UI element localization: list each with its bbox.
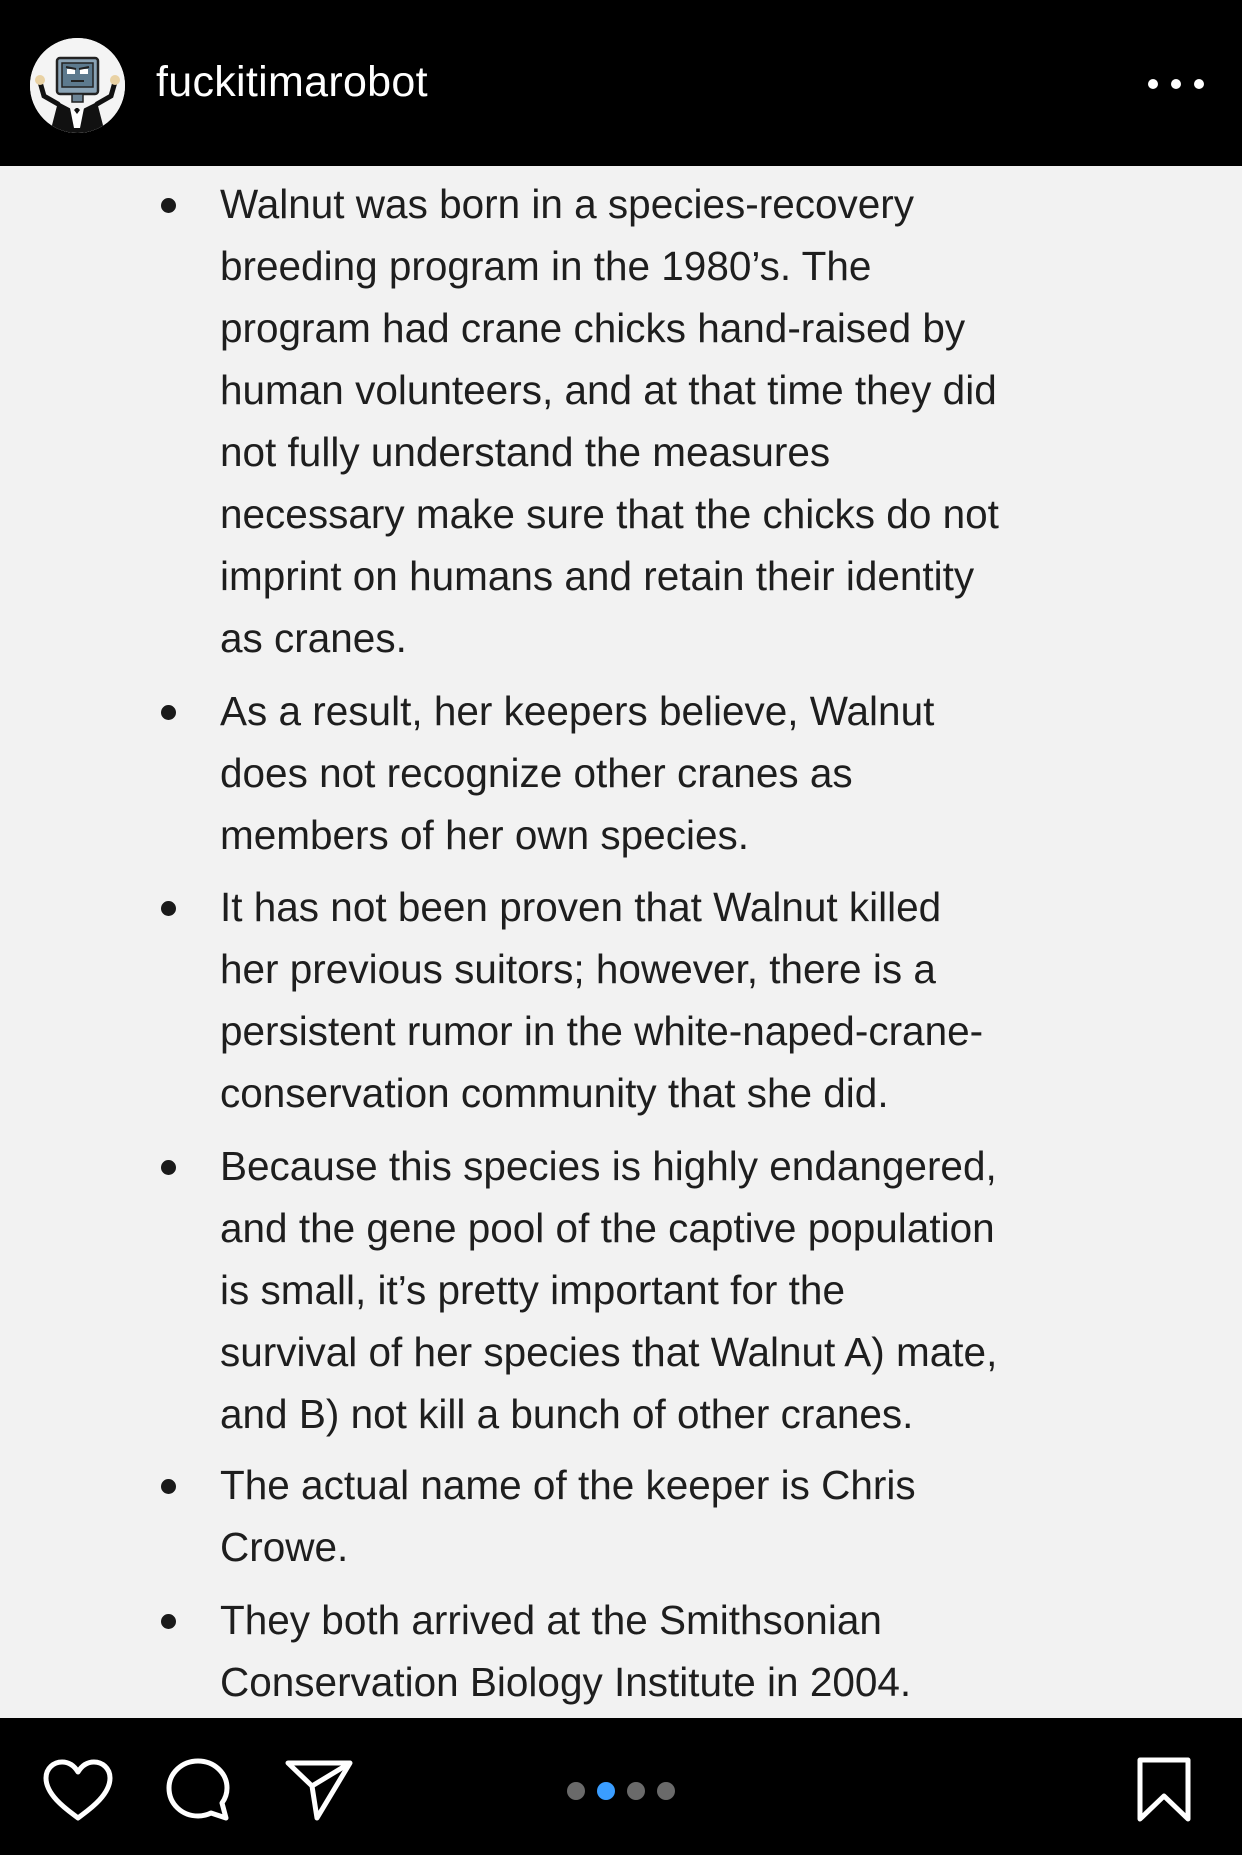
bullet-dot (161, 198, 176, 213)
bullet-text: Because this species is highly endangered, and the gene pool of the captive population is small, it’s pretty important for the survival of her species that Walnut A) mate, and B) not kill a bunch of other cranes. (220, 1143, 998, 1437)
more-dot (1148, 79, 1158, 89)
bullet-text: Walnut was born in a species-recovery breeding program in the 1980’s. The program had crane chicks hand-raised by human volunteers, and at that time they did not fully understand the measures necessary make sure that the chicks do not imprint on humans and retain their identity as cranes. (220, 181, 999, 661)
bullet-text: They both arrived at the Smithsonian Conservation Biology Institute in 2004. (220, 1597, 912, 1705)
action-bar (0, 1718, 1242, 1855)
carousel-dot (657, 1782, 675, 1800)
share-icon[interactable] (284, 1758, 354, 1822)
carousel-dot-active (597, 1782, 615, 1800)
bookmark-icon[interactable] (1134, 1756, 1194, 1824)
bullet-text: As a result, her keepers believe, Walnut does not recognize other cranes as members of her own species. (220, 688, 935, 858)
robot-avatar-icon[interactable] (30, 38, 125, 133)
heart-icon[interactable] (42, 1758, 114, 1822)
more-dot (1171, 79, 1181, 89)
carousel-dot (567, 1782, 585, 1800)
more-horizontal-icon[interactable] (1148, 70, 1204, 98)
comment-icon[interactable] (164, 1756, 232, 1824)
bullet-dot (161, 705, 176, 720)
post-image (0, 166, 1242, 1718)
username[interactable]: fuckitimarobot (156, 58, 428, 106)
bullet-dot (161, 1160, 176, 1175)
post-header (0, 0, 1242, 166)
carousel-indicator (567, 1782, 675, 1800)
carousel-dot (627, 1782, 645, 1800)
bullet-dot (161, 1614, 176, 1629)
bullet-text: The actual name of the keeper is Chris Crowe. (220, 1462, 916, 1570)
more-dot (1194, 79, 1204, 89)
bullet-dot (161, 1479, 176, 1494)
bullet-dot (161, 901, 176, 916)
bullet-text: It has not been proven that Walnut killed her previous suitors; however, there is a persistent rumor in the white-naped-crane- conservation community that she did. (220, 884, 984, 1116)
